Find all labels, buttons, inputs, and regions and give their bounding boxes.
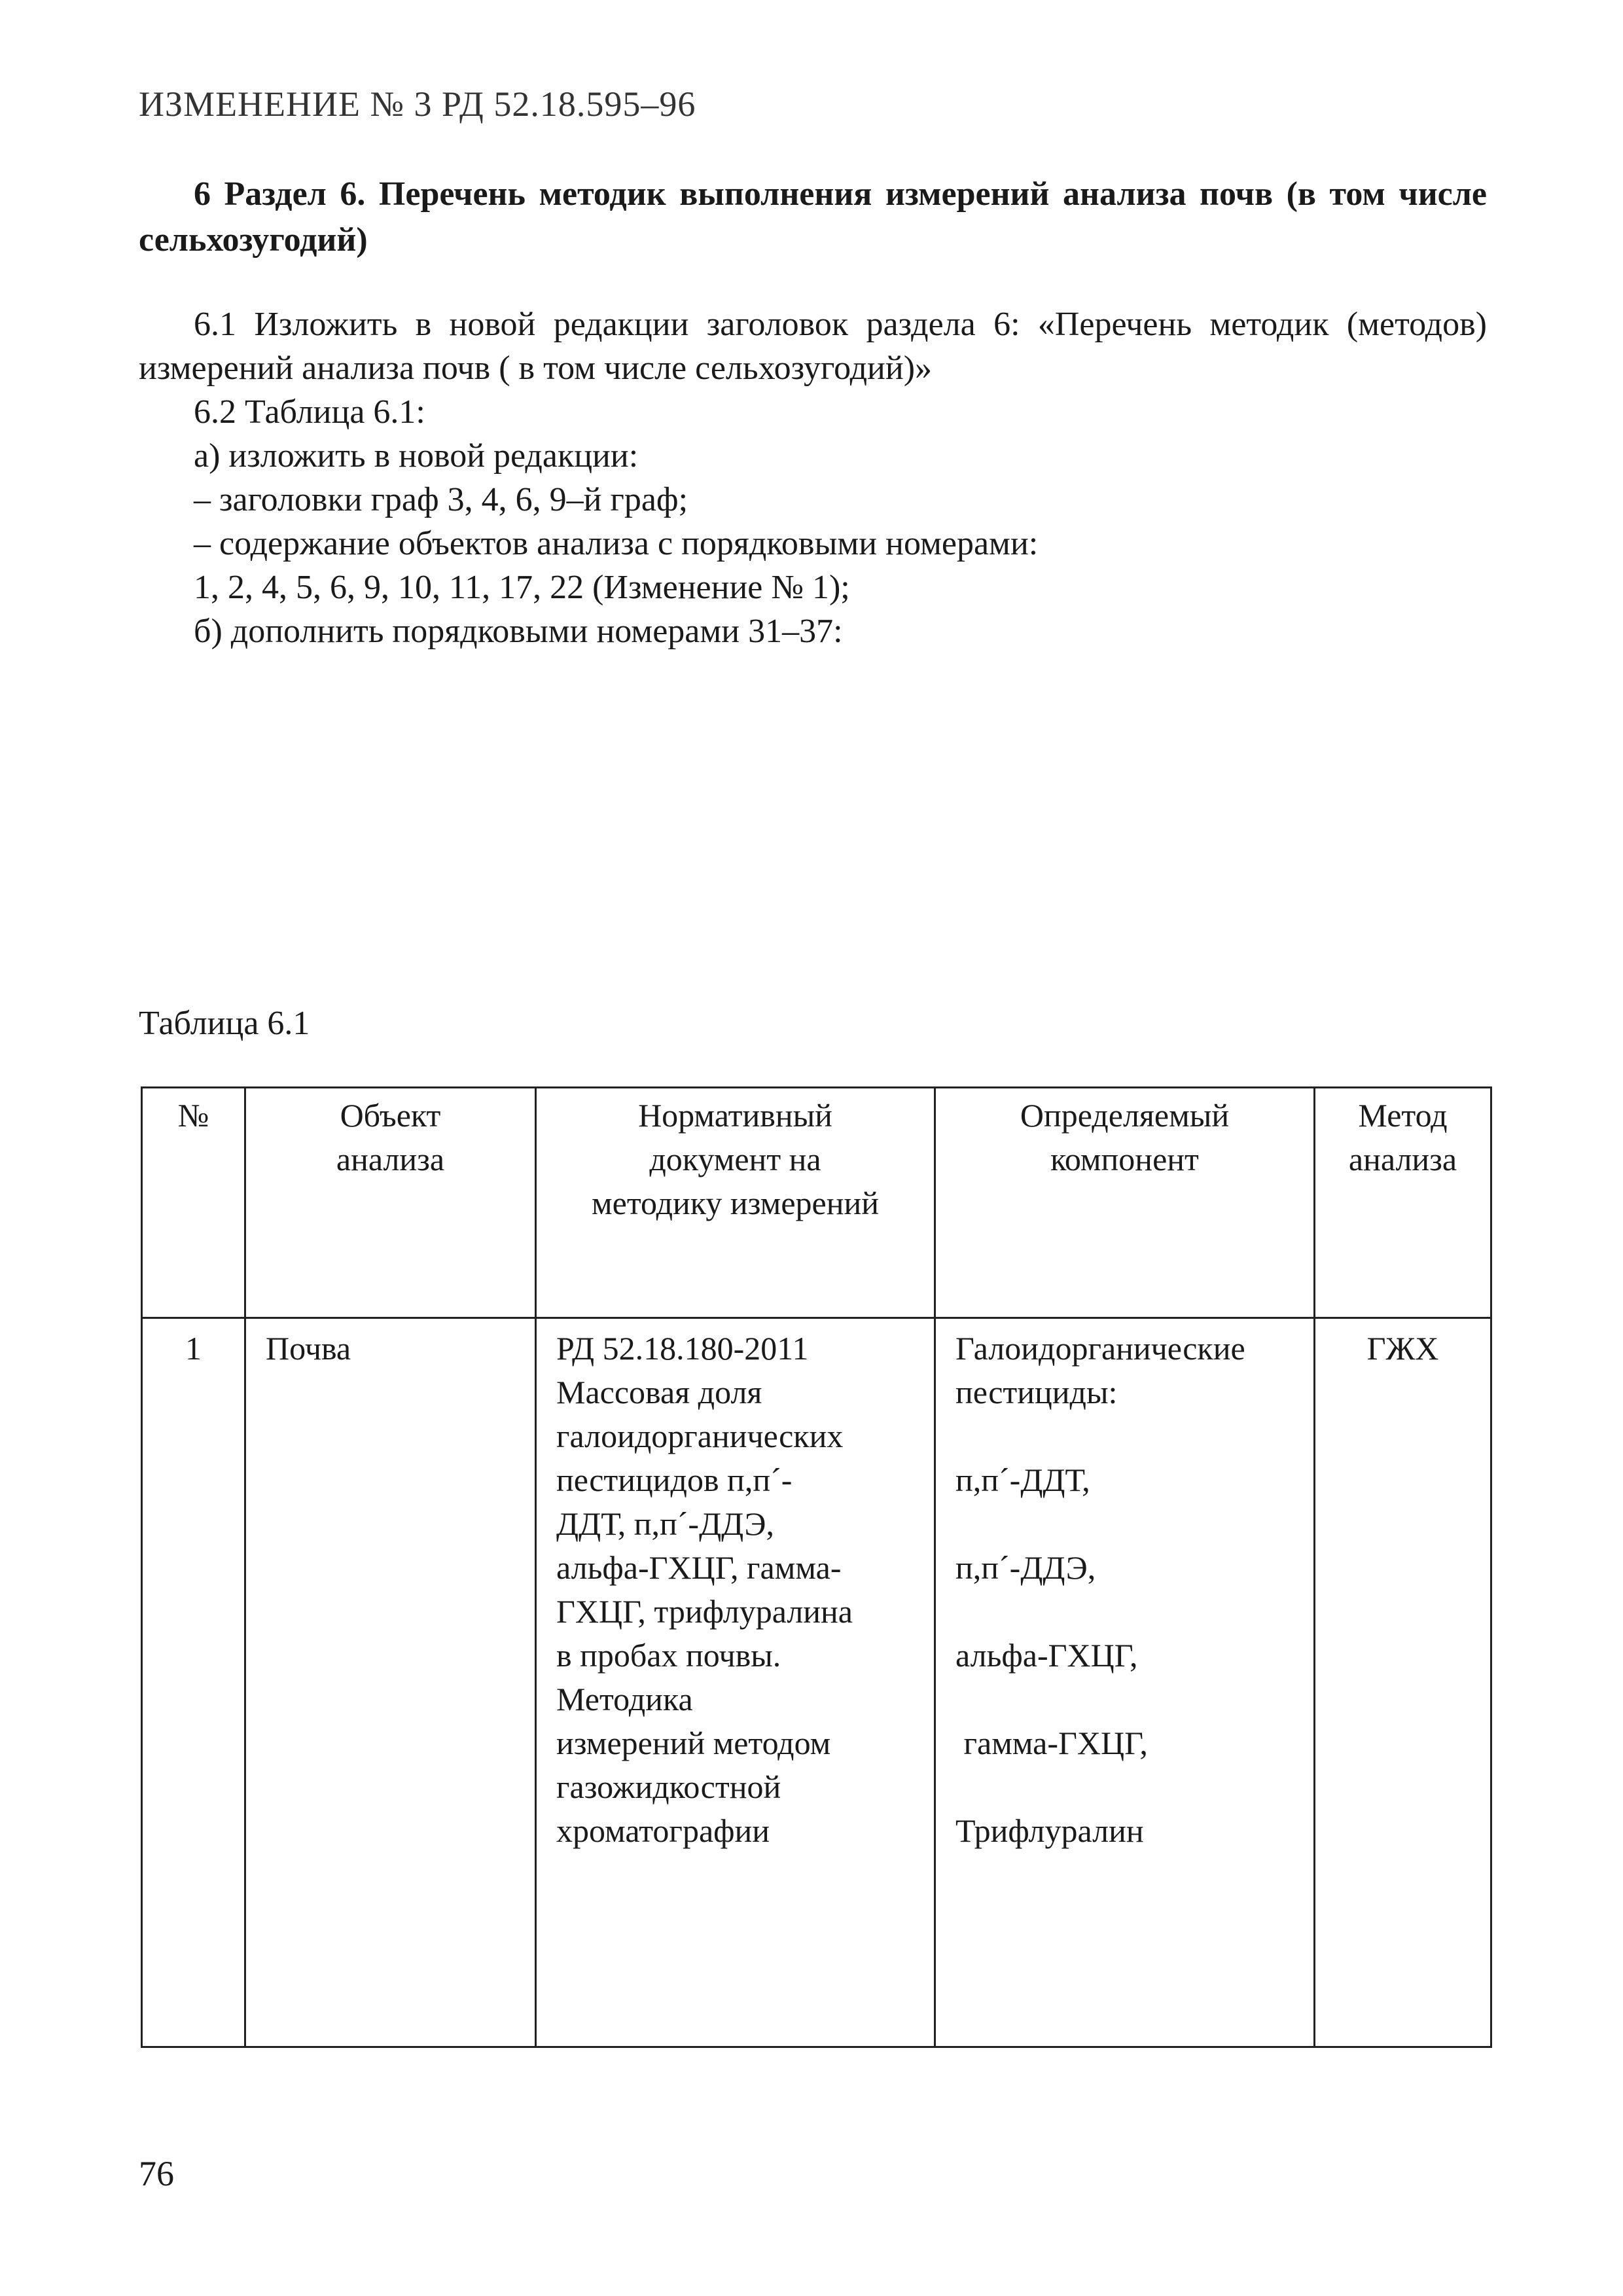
document-line: ДДТ, п,п´-ДДЭ, bbox=[556, 1505, 775, 1542]
component-line: п,п´-ДДЭ, bbox=[955, 1549, 1096, 1586]
document-line: галоидорганических bbox=[556, 1418, 844, 1454]
document-line: Массовая доля bbox=[556, 1374, 762, 1410]
header-num-text: № bbox=[177, 1097, 209, 1134]
header-object bbox=[245, 1088, 536, 1318]
component-line: гамма-ГХЦГ, bbox=[955, 1725, 1148, 1761]
paragraph-dash-2: – содержание объектов анализа с порядковыми номерами: bbox=[194, 525, 1039, 562]
header-method bbox=[1315, 1088, 1491, 1318]
cell-object: Почва bbox=[245, 1318, 536, 2047]
header-component bbox=[935, 1088, 1315, 1318]
paragraph-6-1: 6.1 Изложить в новой редакции заголовок раздела 6: «Перечень методик (методов) измерений анализа почв ( в том числе сельхозугодий)» bbox=[139, 306, 1487, 387]
header-object-line: Объект bbox=[340, 1097, 441, 1134]
section-title-text: 6 Раздел 6. Перечень методик выполнения измерений анализа почв (в том числе сельхозугодий) bbox=[139, 175, 1487, 259]
header-document bbox=[536, 1088, 935, 1318]
header-object-line: анализа bbox=[336, 1141, 445, 1177]
paragraph-6-2: 6.2 Таблица 6.1: bbox=[194, 393, 425, 431]
running-head: ИЗМЕНЕНИЕ № 3 РД 52.18.595–96 bbox=[139, 84, 696, 124]
cell-method: ГЖХ bbox=[1315, 1318, 1491, 2047]
component-gap bbox=[955, 1590, 1307, 1634]
component-gap bbox=[955, 1677, 1307, 1721]
header-document-line: документ на bbox=[649, 1141, 821, 1177]
component-line: пестициды: bbox=[955, 1374, 1118, 1410]
table-caption: Таблица 6.1 bbox=[139, 1005, 310, 1042]
body-text bbox=[139, 302, 1487, 653]
cell-document bbox=[536, 1318, 935, 2047]
paragraph-dash-1: – заголовки граф 3, 4, 6, 9–й граф; bbox=[194, 481, 688, 518]
page-number: 76 bbox=[139, 2154, 174, 2193]
cell-component bbox=[935, 1318, 1315, 2047]
document-line: пестицидов п,п´- bbox=[556, 1462, 793, 1498]
document-line: хроматографии bbox=[556, 1812, 770, 1849]
component-line: п,п´-ДДТ, bbox=[955, 1462, 1090, 1498]
header-component-line: компонент bbox=[1050, 1141, 1199, 1177]
document-line: в пробах почвы. bbox=[556, 1637, 781, 1674]
table-header-row bbox=[142, 1088, 1491, 1318]
component-line: альфа-ГХЦГ, bbox=[955, 1637, 1138, 1674]
cell-num: 1 bbox=[142, 1318, 245, 2047]
document-line: ГХЦГ, трифлуралина bbox=[556, 1593, 853, 1630]
component-line: Галоидорганические bbox=[955, 1330, 1245, 1367]
component-gap bbox=[955, 1765, 1307, 1809]
document-line: Методика bbox=[556, 1681, 693, 1717]
header-document-line: Нормативный bbox=[638, 1097, 832, 1134]
paragraph-item-b: б) дополнить порядковыми номерами 31–37: bbox=[194, 613, 843, 650]
component-gap bbox=[955, 1502, 1307, 1546]
document-line: газожидкостной bbox=[556, 1768, 781, 1805]
document-line: РД 52.18.180-2011 bbox=[556, 1330, 809, 1367]
component-line: Трифлуралин bbox=[955, 1812, 1144, 1849]
paragraph-numbers: 1, 2, 4, 5, 6, 9, 10, 11, 17, 22 (Изменение № 1); bbox=[194, 569, 850, 606]
header-document-line: методику измерений bbox=[592, 1185, 879, 1221]
document-line: измерений методом bbox=[556, 1725, 831, 1761]
methods-table bbox=[141, 1086, 1492, 2048]
section-title bbox=[139, 171, 1487, 263]
header-component-line: Определяемый bbox=[1020, 1097, 1230, 1134]
paragraph-item-a: а) изложить в новой редакции: bbox=[194, 437, 639, 475]
document-line: альфа-ГХЦГ, гамма- bbox=[556, 1549, 842, 1586]
header-method-line: анализа bbox=[1348, 1141, 1457, 1177]
table-row bbox=[142, 1318, 1491, 2047]
header-num bbox=[142, 1088, 245, 1318]
header-method-line: Метод bbox=[1358, 1097, 1448, 1134]
component-gap bbox=[955, 1414, 1307, 1458]
